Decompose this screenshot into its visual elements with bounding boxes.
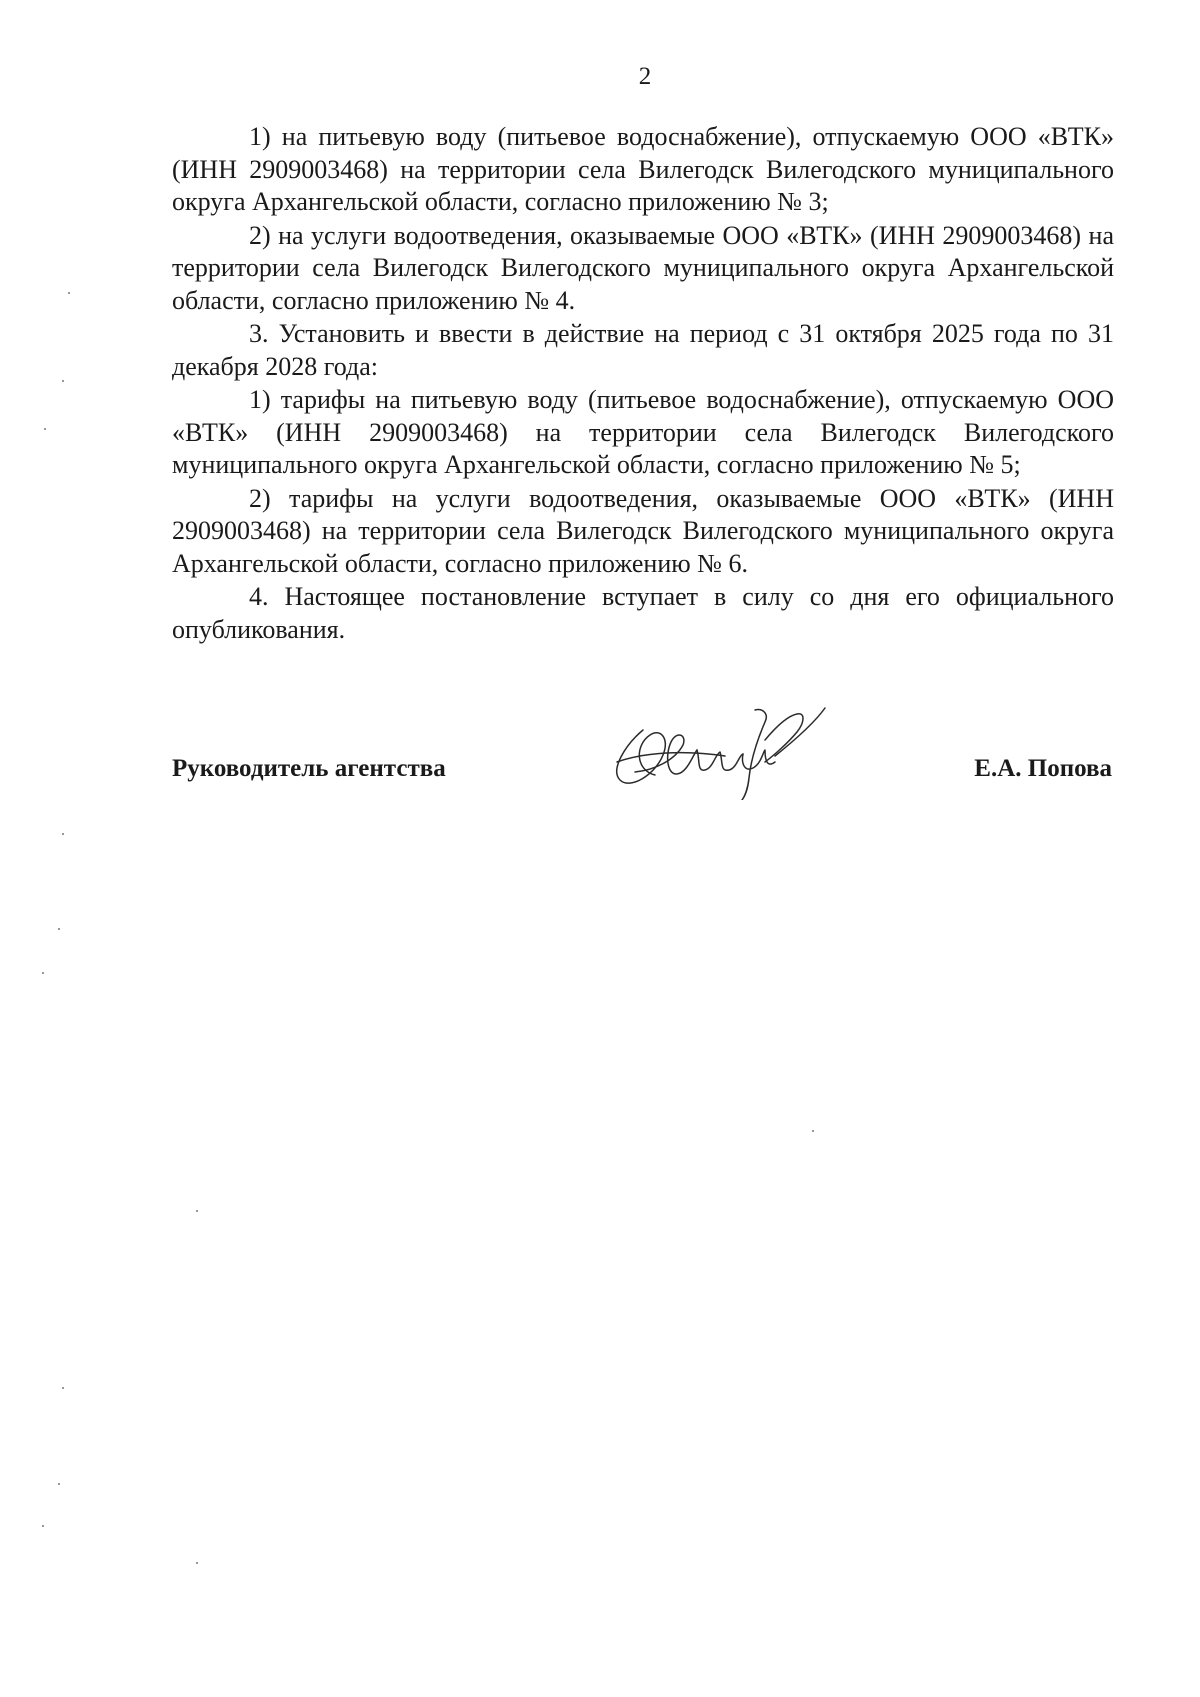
scan-speck (58, 1483, 60, 1485)
paragraph-3-2-wastewater-tariffs: 2) тарифы на услуги водоотведения, оказываемые ООО «ВТК» (ИНН 2909003468) на территории села Вилегодск Вилегодского муниципального округа Архангельской области, согласно приложению № 6. (172, 483, 1114, 578)
signatory-name: Е.А. Попова (974, 755, 1112, 782)
page-number: 2 (638, 63, 652, 90)
scan-speck (62, 1387, 64, 1389)
scan-speck (42, 972, 44, 974)
signatory-role: Руководитель агентства (172, 755, 446, 782)
scan-speck (68, 292, 70, 294)
document-body (172, 121, 1114, 646)
paragraph-3-1-water-tariffs: 1) тарифы на питьевую воду (питьевое водоснабжение), отпускаемую ООО «ВТК» (ИНН 2909003468) на территории села Вилегодск Вилегодского муниципального округа Архангельской области, согласно приложению № 5; (172, 385, 1114, 480)
handwritten-signature (605, 700, 835, 800)
scan-speck (42, 1525, 44, 1527)
scan-speck (58, 928, 60, 930)
scan-speck (62, 380, 64, 382)
scan-speck (196, 1562, 198, 1564)
scan-speck (196, 1210, 198, 1212)
scan-speck (62, 833, 64, 835)
paragraph-2-wastewater: 2) на услуги водоотведения, оказываемые ООО «ВТК» (ИНН 2909003468) на территории села Вилегодск Вилегодского муниципального округа Архангельской области, согласно приложению № 4. (172, 220, 1114, 315)
scan-speck (812, 1130, 814, 1132)
scan-speck (44, 428, 46, 430)
paragraph-3-establish-tariffs: 3. Установить и ввести в действие на период с 31 октября 2025 года по 31 декабря 2028 года: (172, 319, 1114, 381)
paragraph-1-water-supply: 1) на питьевую воду (питьевое водоснабжение), отпускаемую ООО «ВТК» (ИНН 2909003468) на территории села Вилегодск Вилегодского муниципального округа Архангельской области, согласно приложению № 3; (172, 122, 1114, 217)
paragraph-4-effective-date: 4. Настоящее постановление вступает в силу со дня его официального опубликования. (172, 582, 1114, 644)
